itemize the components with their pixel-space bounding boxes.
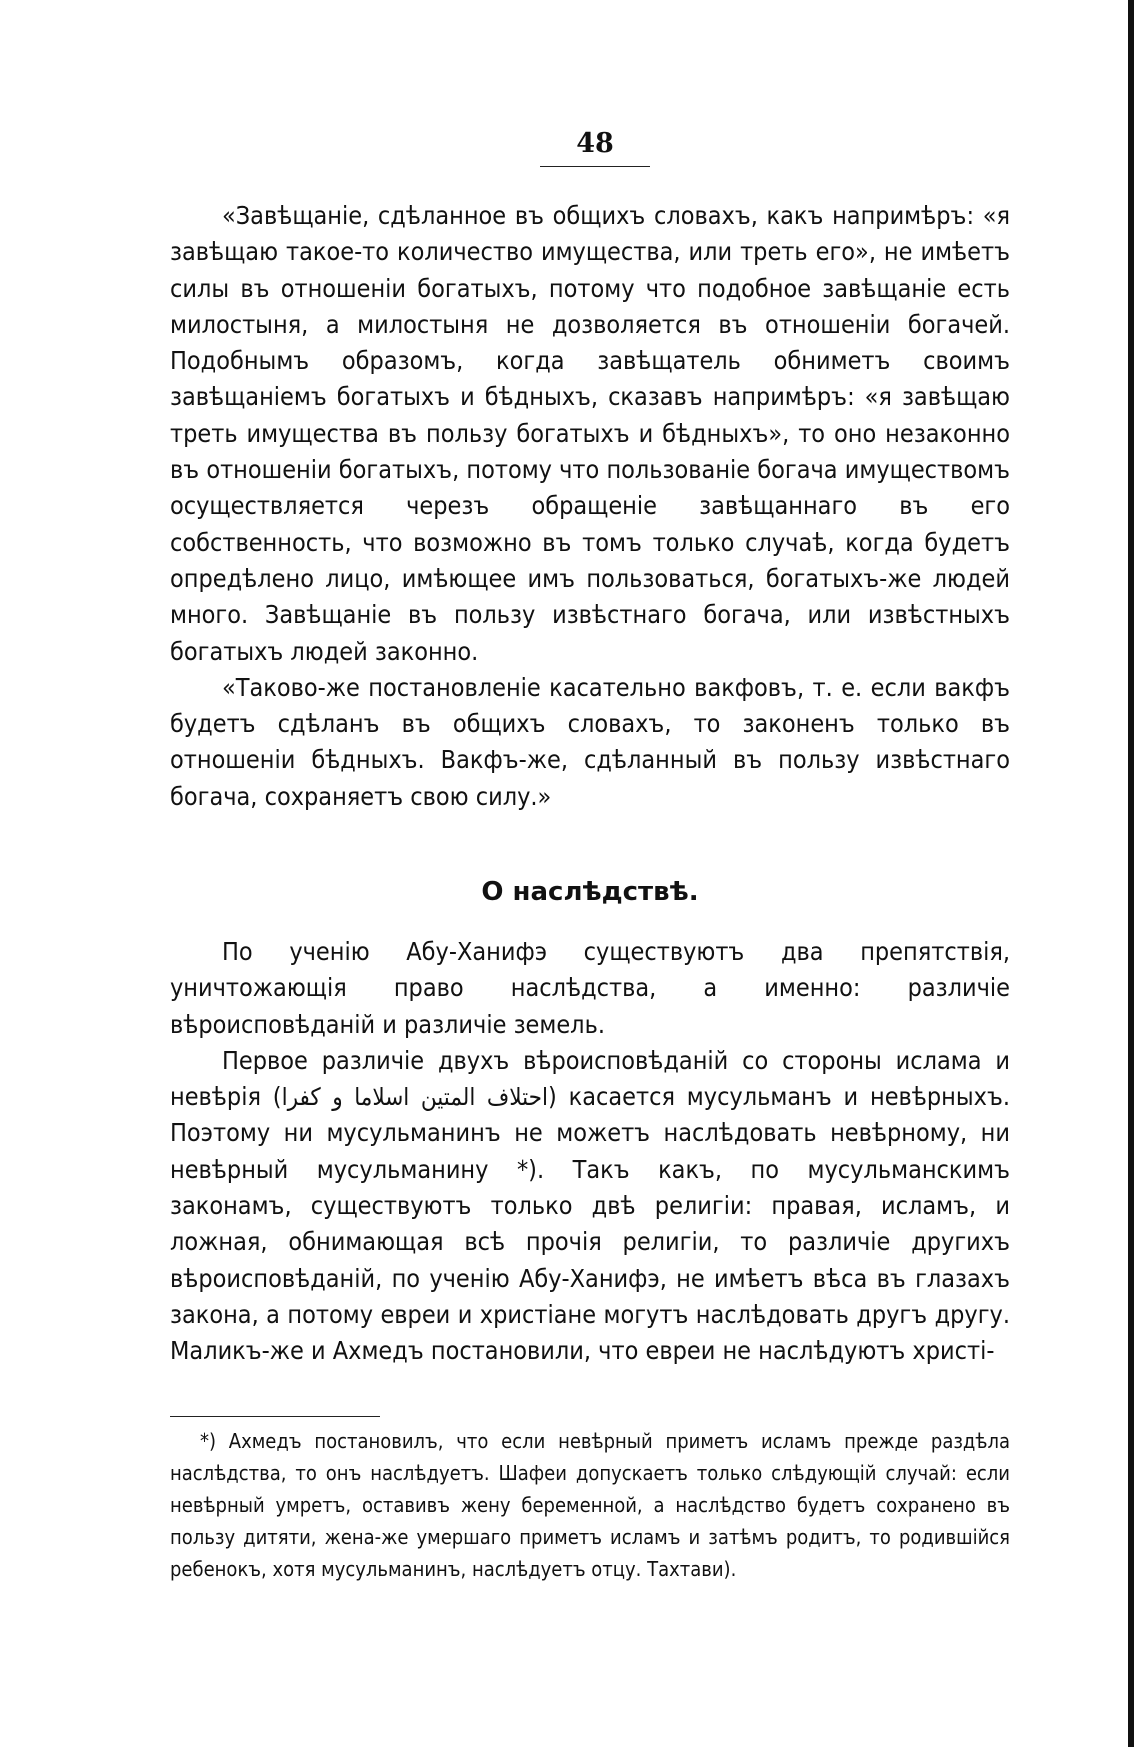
section-heading: О наслѣдствѣ. bbox=[481, 877, 699, 907]
footnote: *) Ахмедъ постановилъ, что если невѣрный приметъ исламъ прежде раздѣла наслѣдства, то онъ наслѣдуетъ. Шафеи допускаетъ только слѣдующій случай: если невѣрный умретъ, оставивъ жену беременной, а наслѣдство будетъ сохранено въ пользу дитяти, жена-же умершаго приметъ исламъ и затѣмъ родитъ, то родившійся ребенокъ, хотя мусульманинъ, наслѣдуетъ отцу. Тахтави). bbox=[170, 1429, 1010, 1581]
page-number-rule bbox=[540, 166, 650, 167]
page-number: 48 bbox=[576, 128, 614, 159]
paragraph-religions-end: ) касается мусульманъ и невѣрныхъ. Поэтому ни мусульманинъ не можетъ наслѣдовать невѣрному, ни невѣрный мусульманину *). Такъ какъ, по мусульманскимъ законамъ, существуютъ только двѣ религіи: правая, исламъ, и ложная, обнимающая всѣ прочія религіи, то различіе другихъ вѣроисповѣданій, по ученію Абу-Ханифэ, не имѣетъ вѣса въ глазахъ закона, а потому евреи и христіане могутъ наслѣдовать другъ другу. Маликъ-же и Ахмедъ постановили, что евреи не наслѣдуютъ христі- bbox=[170, 1082, 1010, 1366]
body-text-bottom bbox=[170, 934, 1010, 1370]
body-text-top bbox=[170, 198, 1010, 815]
paragraph-religions-start: Первое различіе двухъ вѣроисповѣданій со стороны ислама и невѣрія ( bbox=[170, 1045, 1010, 1112]
paragraph-vakf: «Таково-же постановленіе касательно вакфовъ, т. е. если вакфъ будетъ сдѣланъ въ общихъ словахъ, то законенъ только въ отношеніи бѣдныхъ. Вакфъ-же, сдѣланный въ пользу извѣстнаго богача, сохраняетъ свою силу.» bbox=[170, 672, 1010, 811]
page-edge bbox=[1128, 0, 1134, 1747]
footnote-rule bbox=[170, 1416, 380, 1417]
paragraph-testament: «Завѣщаніе, сдѣланное въ общихъ словахъ, какъ напримѣръ: «я завѣщаю такое-то количество имущества, или треть его», не имѣетъ силы въ отношеніи богатыхъ, потому что подобное завѣщаніе есть милостыня, а милостыня не дозволяется въ отношеніи богачей. Подобнымъ образомъ, когда завѣщатель обниметъ своимъ завѣщаніемъ богатыхъ и бѣдныхъ, сказавъ напримѣръ: «я завѣщаю треть имущества въ пользу богатыхъ и бѣдныхъ», то оно незаконно въ отношеніи богатыхъ, потому что пользованіе богача имуществомъ осуществляется черезъ обращеніе завѣщаннаго въ его собственность, что возможно въ томъ только случаѣ, когда будетъ опредѣлено лицо, имѣющее имъ пользоваться, богатыхъ-же людей много. Завѣщаніе въ пользу извѣстнаго богача, или извѣстныхъ богатыхъ людей законно. bbox=[170, 201, 1010, 666]
paragraph-religions bbox=[170, 1043, 1010, 1370]
paragraph-obstacles: По ученію Абу-Ханифэ существуютъ два препятствія, уничтожающія право наслѣдства, а именно: различіе вѣроисповѣданій и различіе земель. bbox=[170, 937, 1010, 1039]
arabic-phrase: احتلاف المتين اسلاما و كفرا bbox=[281, 1083, 549, 1112]
